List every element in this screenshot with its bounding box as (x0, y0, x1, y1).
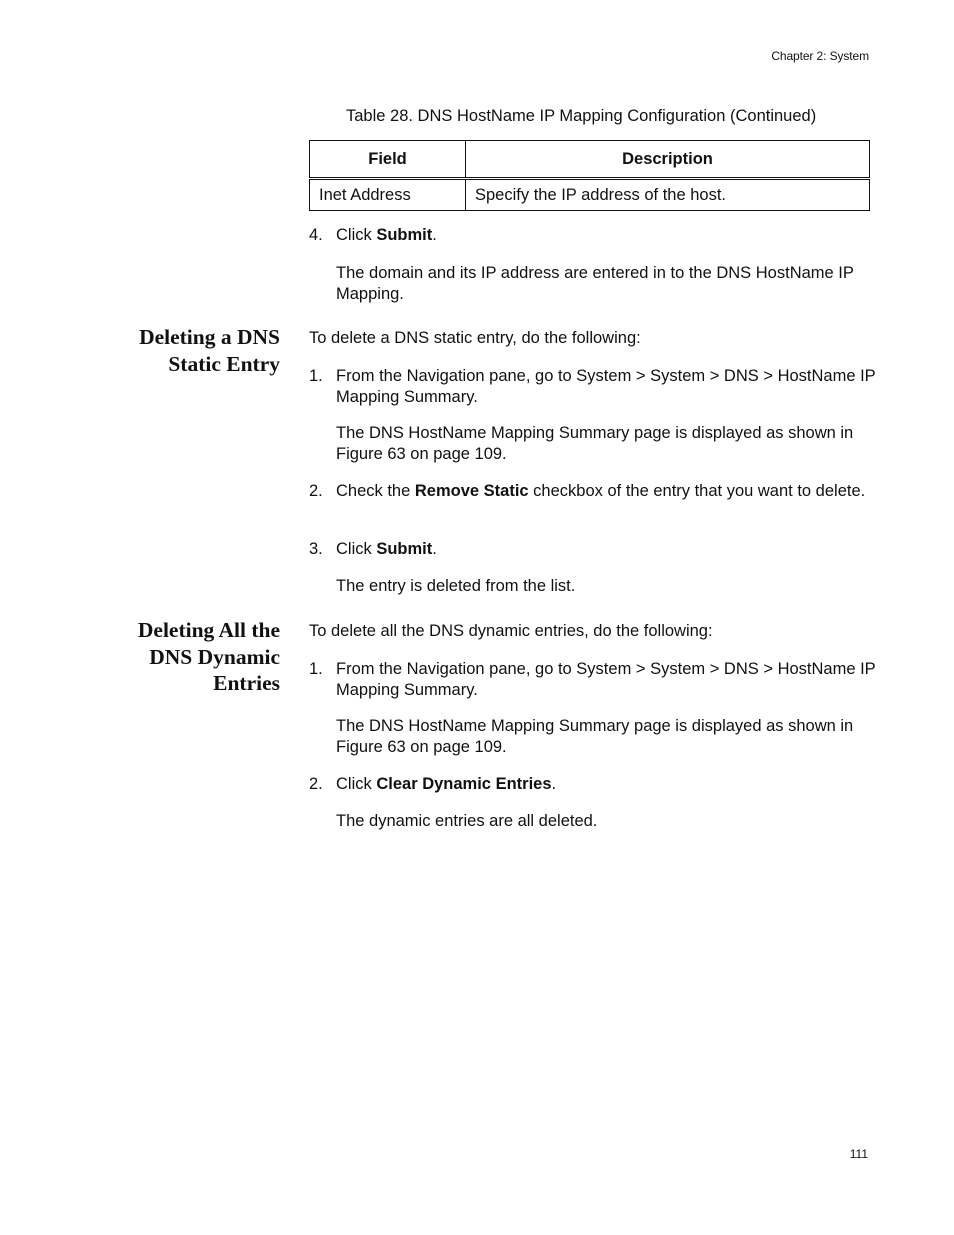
table-cell-description: Specify the IP address of the host. (466, 179, 870, 211)
dns-mapping-table (309, 140, 870, 211)
step-text (336, 225, 876, 246)
step-text-pre: Check the (336, 482, 415, 500)
step-text-pre: Click (336, 226, 377, 244)
section-intro: To delete a DNS static entry, do the following: (309, 329, 641, 347)
step-text: From the Navigation pane, go to System > System > DNS > HostName IP Mapping Summary. (336, 367, 876, 406)
step-text-post: . (432, 226, 437, 244)
heading-line: Entries (213, 671, 280, 695)
step-text (336, 774, 876, 795)
table-row (310, 179, 870, 211)
column-header-field: Field (310, 141, 466, 179)
step-result: The entry is deleted from the list. (336, 577, 576, 595)
ui-label-submit: Submit (376, 226, 433, 244)
heading-line: Deleting All the (137, 618, 280, 642)
ui-label-submit: Submit (376, 540, 433, 558)
ui-label-clear-dynamic-entries: Clear Dynamic Entries (376, 775, 552, 793)
section-heading-static (139, 324, 280, 377)
table-caption: Table 28. DNS HostName IP Mapping Configuration (Continued) (346, 107, 817, 125)
heading-line: Deleting a DNS (139, 325, 280, 349)
step-number: 1. (309, 660, 323, 678)
step-result: The DNS HostName Mapping Summary page is displayed as shown in Figure 63 on page 109. (336, 424, 854, 463)
heading-line: DNS Dynamic (149, 644, 280, 669)
step-text (336, 481, 876, 502)
step-text: From the Navigation pane, go to System > System > DNS > HostName IP Mapping Summary. (336, 660, 876, 699)
step-number: 2. (309, 482, 323, 500)
step-result: The DNS HostName Mapping Summary page is displayed as shown in Figure 63 on page 109. (336, 717, 854, 756)
step-text-post: checkbox of the entry that you want to delete. (528, 482, 866, 500)
step-number: 2. (309, 775, 323, 793)
page-number: 111 (849, 1147, 868, 1161)
step-text-pre: Click (336, 775, 377, 793)
step-result: The dynamic entries are all deleted. (336, 812, 598, 830)
step-text-post: . (551, 775, 557, 793)
step-text (336, 539, 876, 560)
ui-label-remove-static: Remove Static (414, 482, 529, 500)
step-number: 1. (309, 367, 323, 385)
column-header-description: Description (466, 141, 870, 179)
step-number: 4. (309, 226, 323, 244)
step-result: The domain and its IP address are entered in to the DNS HostName IP Mapping. (336, 264, 854, 303)
table-header-row (310, 141, 870, 179)
section-heading-dynamic (138, 617, 280, 697)
table-cell-field: Inet Address (310, 179, 466, 211)
chapter-header: Chapter 2: System (771, 49, 869, 63)
step-text-post: . (432, 540, 437, 558)
step-text-pre: Click (336, 540, 377, 558)
step-number: 3. (309, 540, 323, 558)
heading-line: Static Entry (168, 351, 280, 376)
section-intro: To delete all the DNS dynamic entries, do the following: (309, 622, 713, 640)
